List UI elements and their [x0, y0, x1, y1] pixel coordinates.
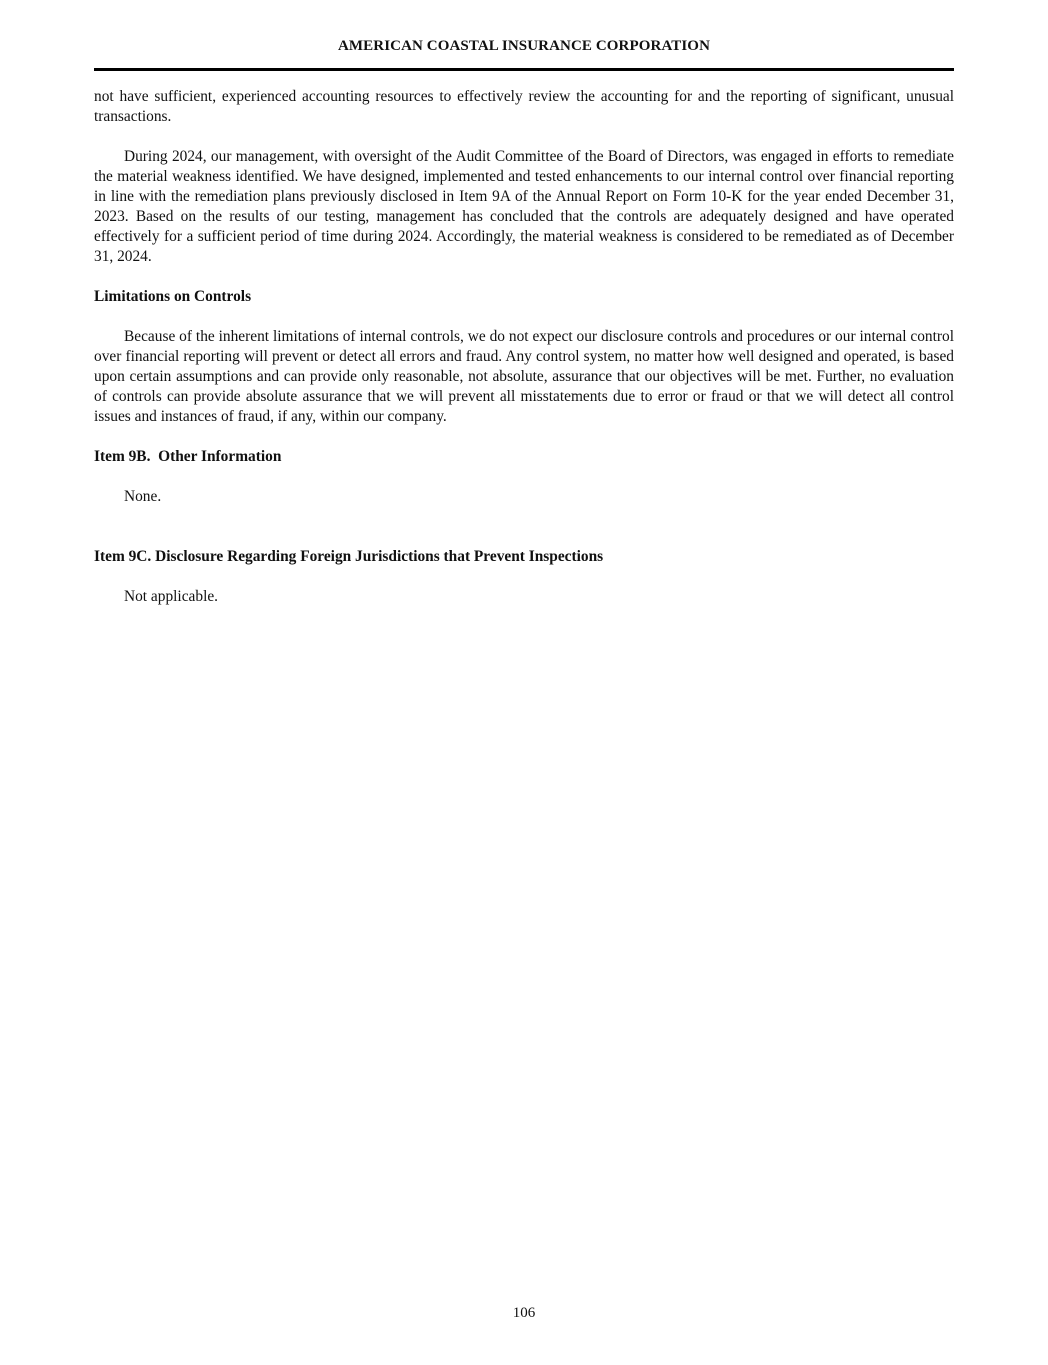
header-rule	[94, 68, 954, 71]
paragraph-continuation: not have sufficient, experienced accounting resources to effectively review the accounting for and the reporting of significant, unusual transactions.	[94, 88, 954, 125]
heading-limitations-on-controls: Limitations on Controls	[94, 288, 252, 305]
page-header-company: AMERICAN COASTAL INSURANCE CORPORATION	[337, 38, 711, 54]
heading-item-9c: Item 9C. Disclosure Regarding Foreign Jurisdictions that Prevent Inspections	[94, 548, 604, 565]
section-spacer	[94, 527, 954, 547]
page-number: 106	[512, 1305, 536, 1321]
heading-item-9b: Item 9B. Other Information	[94, 448, 282, 465]
document-body	[94, 87, 954, 627]
paragraph-limitations: Because of the inherent limitations of internal controls, we do not expect our disclosure controls and procedures or our internal control over financial reporting will prevent or detect all errors and fraud. Any control system, no matter how well designed and operated, is based upon certain assumptions and can provide only reasonable, not absolute, assurance that our objectives will be met. Further, no evaluation of controls can provide absolute assurance that we will prevent all misstatements due to error or fraud or that we will detect all control issues and instances of fraud, if any, within our company.	[94, 328, 954, 425]
paragraph-item-9c: Not applicable.	[124, 588, 219, 605]
paragraph-remediation: During 2024, our management, with oversight of the Audit Committee of the Board of Directors, was engaged in efforts to remediate the material weakness identified. We have designed, implemented and tested enhancements to our internal control over financial reporting in line with the remediation plans previously disclosed in Item 9A of the Annual Report on Form 10-K for the year ended December 31, 2023. Based on the results of our testing, management has concluded that the controls are adequately designed and have operated effectively for a sufficient period of time during 2024. Accordingly, the material weakness is considered to be remediated as of December 31, 2024.	[94, 148, 954, 265]
paragraph-item-9b: None.	[124, 488, 162, 505]
